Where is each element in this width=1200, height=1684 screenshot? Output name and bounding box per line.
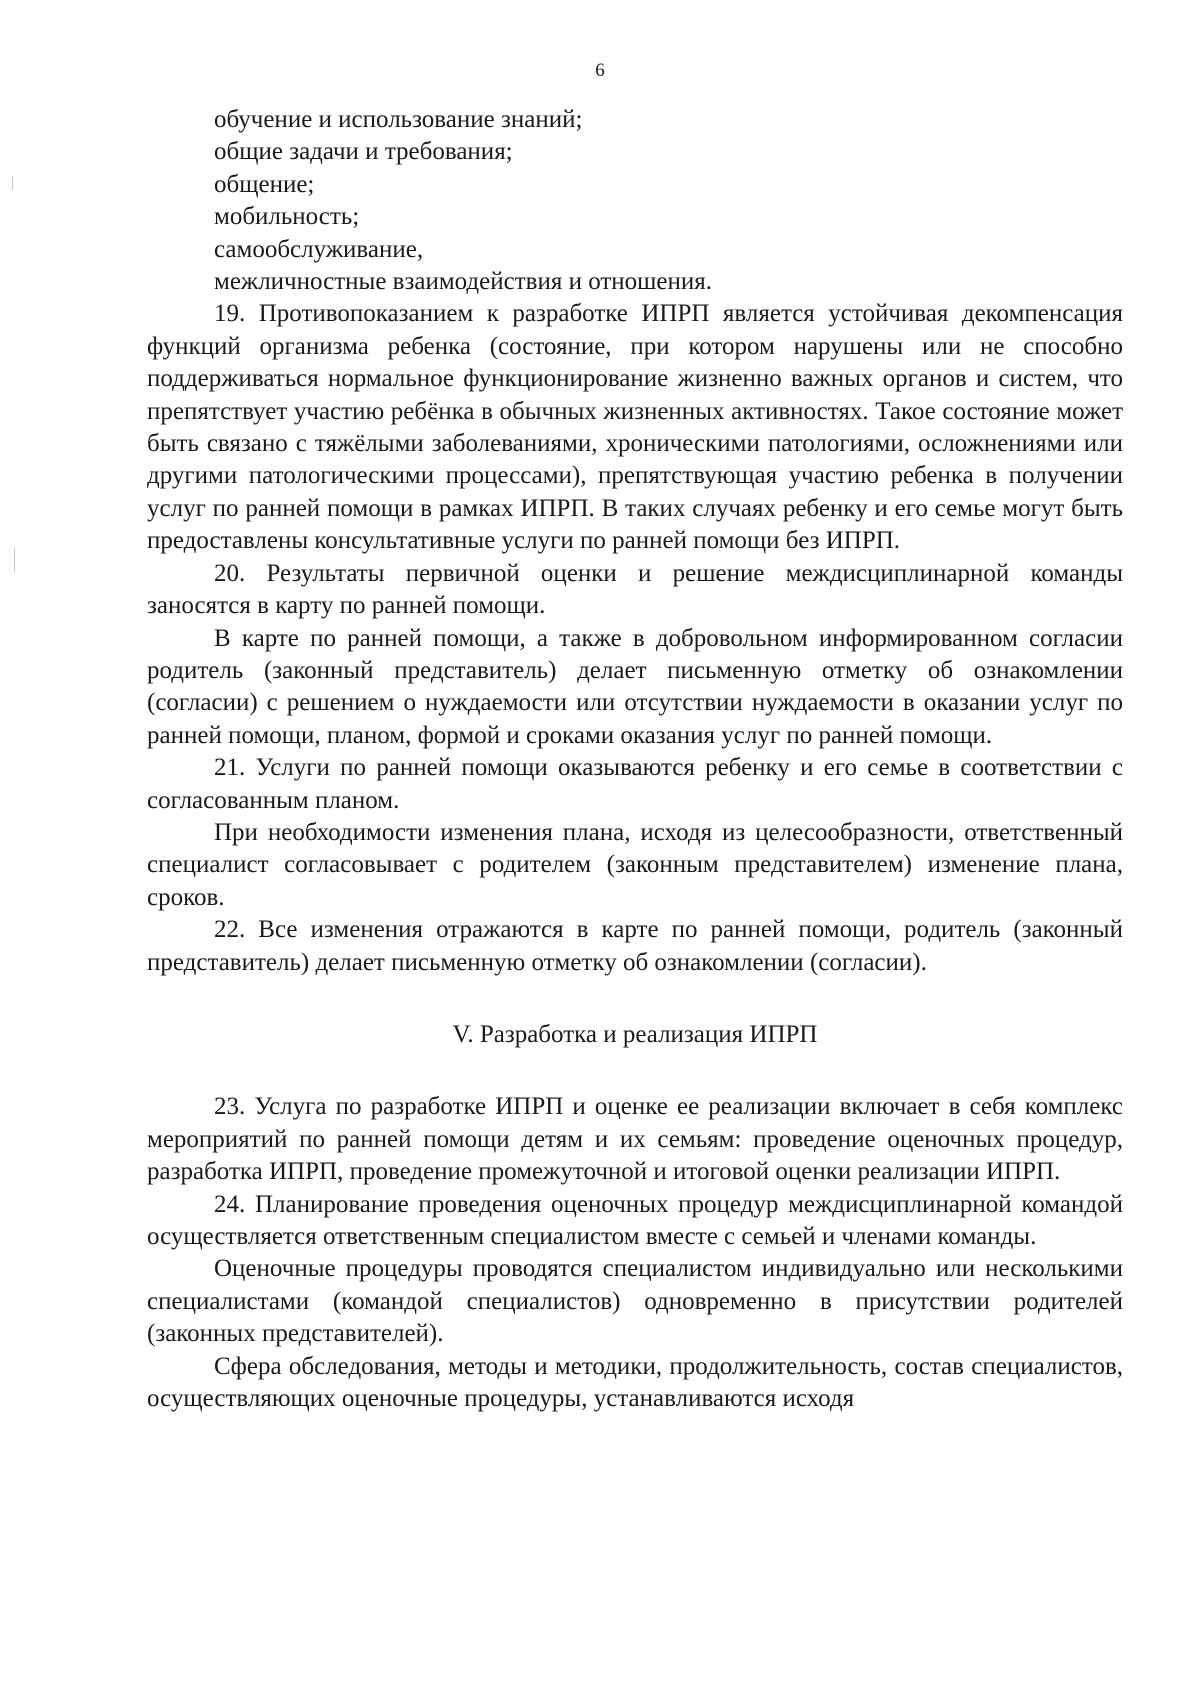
document-body [147, 104, 1123, 1415]
paragraph-21: 21. Услуги по ранней помощи оказываются ребенку и его семье в соответствии с согласованным планом. [147, 754, 1123, 814]
list-item: мобильность; [214, 203, 360, 231]
paragraph-20: 20. Результаты первичной оценки и решение междисциплинарной команды заносятся в карту по ранней помощи. [147, 559, 1123, 620]
paragraph-24-continued: Оценочные процедуры проводятся специалистом индивидуально или несколькими специалистами (командой специалистов) одновременно в присутствии родителей (законных представителей). [147, 1255, 1123, 1348]
paragraph-20-continued: В карте по ранней помощи, а также в добровольном информированном согласии родитель (законный представитель) делает письменную отметку об ознакомлении (согласии) с решением о нуждаемости или отсутствии нуждаемости в оказании услуг по ранней помощи, планом, формой и сроками оказания услуг по ранней помощи. [147, 624, 1123, 749]
list-item: общие задачи и требования; [214, 138, 513, 166]
section-heading: V. Разработка и реализация ИПРП [452, 1020, 818, 1048]
paragraph-24: 24. Планирование проведения оценочных процедур междисциплинарной командой осуществляется ответственным специалистом вместе с семьей и членами команды. [147, 1190, 1123, 1250]
scan-artifact-line [14, 548, 15, 572]
paragraph-24-final: Сфера обследования, методы и методики, продолжительность, состав специалистов, осуществляющих оценочные процедуры, устанавливаются исходя [147, 1352, 1123, 1413]
list-item: самообслуживание, [214, 235, 424, 263]
list-item: обучение и использование знаний; [214, 106, 583, 133]
page-number: 6 [595, 60, 605, 81]
paragraph-22: 22. Все изменения отражаются в карте по ранней помощи, родитель (законный представитель) делает письменную отметку об ознакомлении (согласии). [147, 916, 1123, 976]
paragraph-19: 19. Противопоказанием к разработке ИПРП является устойчивая декомпенсация функций организма ребенка (состояние, при котором нарушены или не способно поддерживаться нормальное функционирование жизненно важных органов и систем, что препятствует участию ребёнка в обычных жизненных активностях. Такое состояние может быть связано с тяжёлыми заболеваниями, хроническими патологиями, осложнениями или другими патологическими процессами), препятствующая участию ребенка в получении услуг по ранней помощи в рамках ИПРП. В таких случаях ребенку и его семье могут быть предоставлены консультативные услуги по ранней помощи без ИПРП. [147, 300, 1123, 555]
paragraph-23: 23. Услуга по разработке ИПРП и оценке ее реализации включает в себя комплекс мероприятий по ранней помощи детям и их семьям: проведение оценочных процедур, разработка ИПРП, проведение промежуточной и итоговой оценки реализации ИПРП. [147, 1093, 1123, 1186]
list-item: межличностные взаимодействия и отношения. [214, 268, 713, 296]
paragraph-21-continued: При необходимости изменения плана, исходя из целесообразности, ответственный специалист согласовывает с родителем (законным представителем) изменение плана, сроков. [147, 818, 1123, 911]
list-item: общение; [214, 170, 315, 198]
scan-artifact-line [12, 176, 13, 190]
